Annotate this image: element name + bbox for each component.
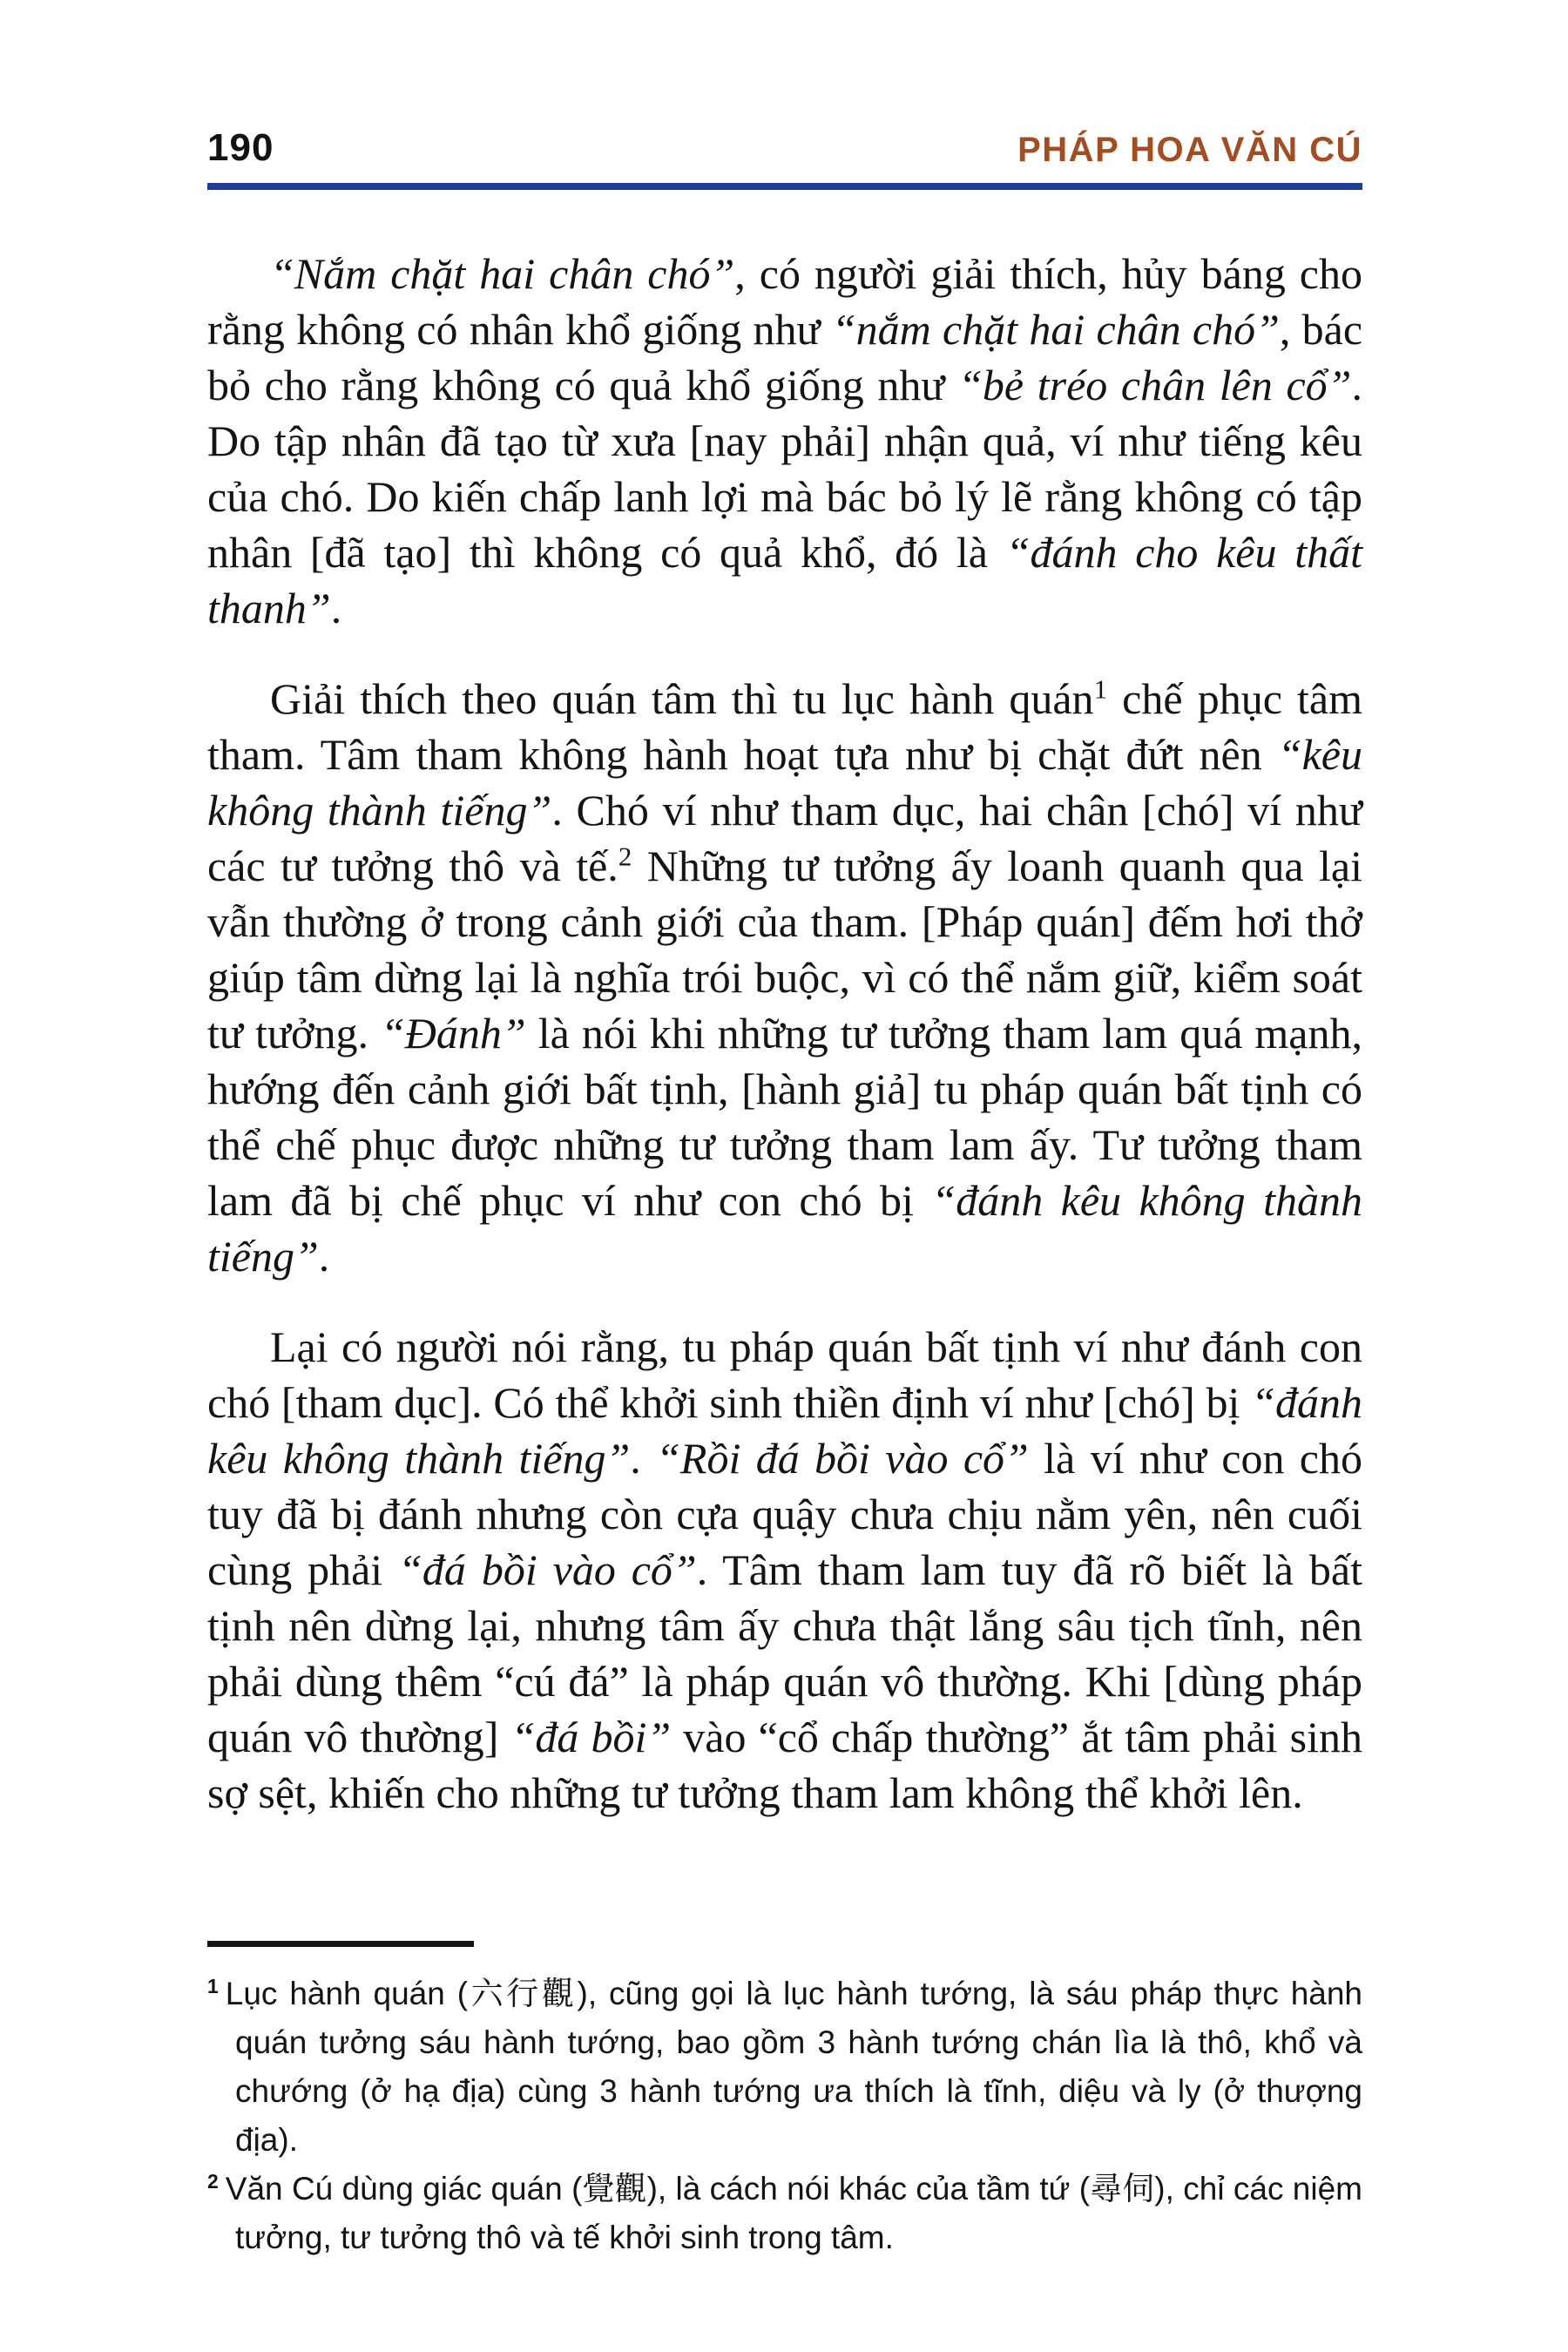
text-run: , bác bỏ cho rằng không có quả khổ giống như — [207, 305, 1363, 409]
footnote-marker: 1 — [207, 1974, 219, 1997]
quoted-phrase: “đánh kêu không thành tiếng” — [207, 1378, 1362, 1483]
footnote-reference-marker: 1 — [1093, 673, 1108, 705]
text-run: . — [630, 1434, 657, 1483]
body-text — [207, 246, 1362, 1821]
text-run: chế phục tâm tham. Tâm tham không hành hoạt tựa như bị chặt đứt nên — [207, 674, 1362, 779]
text-run: . — [330, 584, 342, 632]
footnote-2 — [207, 2165, 1362, 2262]
text-run: Những tư tưởng ấy loanh quanh qua lại vẫn thường ở trong cảnh giới của tham. [Pháp quán] đếm hơi thở giúp tâm dừng lại là nghĩa trói buộc, vì có thể nắm giữ, kiểm soát tư tưởng. — [207, 841, 1362, 1058]
text-run: Lại có người nói rằng, tu pháp quán bất tịnh ví như đánh con chó [tham dục]. Có thể khởi sinh thiền định ví như [chó] bị — [207, 1322, 1362, 1427]
quoted-phrase: “Nắm chặt hai chân chó” — [270, 249, 735, 298]
quoted-phrase: “bẻ tréo chân lên cổ” — [958, 361, 1352, 409]
quoted-phrase: “Rồi đá bồi vào cổ” — [656, 1434, 1029, 1483]
footnote-marker: 2 — [207, 2169, 219, 2193]
text-run: là ví như con chó tuy đã bị đánh nhưng còn cựa quậy chưa chịu nằm yên, nên cuối cùng phải — [207, 1434, 1362, 1594]
footnote-1 — [207, 1970, 1362, 2165]
paragraph-3 — [207, 1319, 1362, 1821]
text-run: vào “cổ chấp thường” ắt tâm phải sinh sợ sệt, khiến cho những tư tưởng tham lam không thể khởi lên. — [207, 1713, 1362, 1817]
footnote-block — [207, 1941, 1362, 2262]
footnote-reference-marker: 2 — [618, 841, 632, 872]
text-run: . Do tập nhân đã tạo từ xưa [nay phải] nhận quả, ví như tiếng kêu của chó. Do kiến chấp lanh lợi mà bác bỏ lý lẽ rằng không có tập nhân [đã tạo] thì không có quả khổ, đó là — [207, 361, 1362, 577]
quoted-phrase: “đá bồi vào cổ” — [398, 1545, 697, 1594]
text-run: . Tâm tham lam tuy đã rõ biết là bất tịnh nên dừng lại, nhưng tâm ấy chưa thật lắng sâu tịch tĩnh, nên phải dùng thêm “cú đá” là pháp quán vô thường. Khi [dùng pháp quán vô thường] — [207, 1545, 1362, 1761]
footnote-separator — [207, 1941, 474, 1947]
quoted-phrase: “đá bồi” — [510, 1713, 672, 1761]
footnote-text: Lục hành quán (六行觀), cũng gọi là lục hành tướng, là sáu pháp thực hành quán tưởng sáu hành tướng, bao gồm 3 hành tướng chán lìa là thô, khổ và chướng (ở hạ địa) cùng 3 hành tướng ưa thích là tĩnh, diệu và ly (ở thượng địa). — [225, 1976, 1362, 2158]
quoted-phrase: “đánh kêu không thành tiếng” — [207, 1176, 1363, 1281]
footnote-text: Văn Cú dùng giác quán (覺觀), là cách nói khác của tầm tứ (尋伺), chỉ các niệm tưởng, tư tưởng thô và tế khởi sinh trong tâm. — [225, 2171, 1362, 2255]
text-run: . — [318, 1232, 330, 1281]
footnotes — [207, 1970, 1362, 2262]
quoted-phrase: “Đánh” — [380, 1009, 526, 1058]
quoted-phrase: “đánh cho kêu thất thanh” — [207, 528, 1363, 632]
quoted-phrase: “kêu không thành tiếng” — [207, 730, 1362, 835]
page-content — [207, 126, 1363, 1821]
paragraph-2 — [207, 671, 1362, 1284]
text-run: . Chó ví như tham dục, hai chân [chó] ví như các tư tưởng thô và tế. — [207, 786, 1362, 890]
quoted-phrase: “nắm chặt hai chân chó” — [831, 305, 1280, 354]
running-head — [207, 126, 1362, 169]
running-head-title: PHÁP HOA VĂN CÚ — [1017, 131, 1362, 169]
text-run: , có người giải thích, hủy báng cho rằng không có nhân khổ giống như — [207, 249, 1362, 354]
page-number: 190 — [207, 126, 274, 169]
text-run: là nói khi những tư tưởng tham lam quá mạnh, hướng đến cảnh giới bất tịnh, [hành giả] tu pháp quán bất tịnh có thể chế phục được những tư tưởng tham lam ấy. Tư tưởng tham lam đã bị chế phục ví như con chó bị — [207, 1009, 1362, 1225]
text-run: Giải thích theo quán tâm thì tu lục hành quán — [270, 674, 1094, 723]
header-rule — [207, 183, 1362, 190]
paragraph-1 — [207, 246, 1362, 636]
